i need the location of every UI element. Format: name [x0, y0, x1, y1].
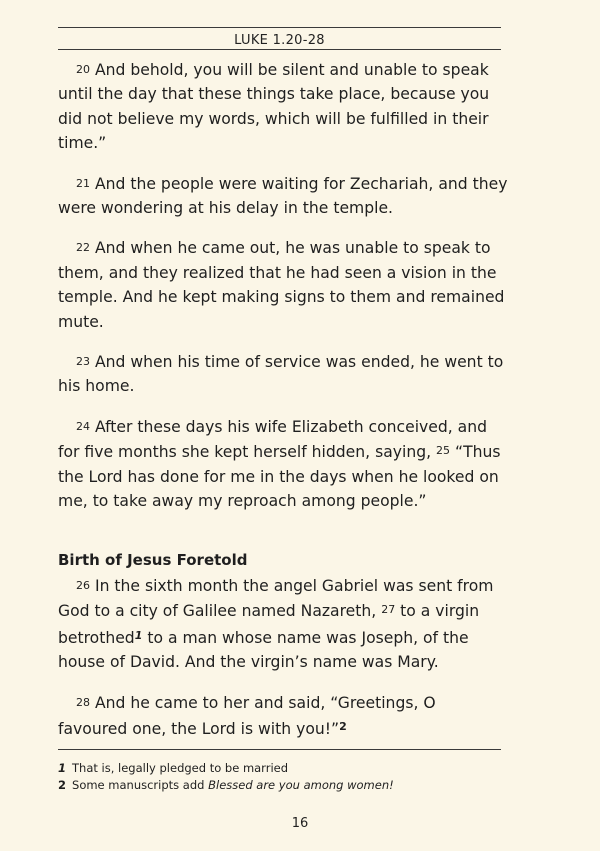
- footnote-text: Some manuscripts add: [72, 778, 209, 792]
- page-number: 16: [291, 816, 309, 831]
- footnote-italic-text: Blessed are you among women!: [208, 778, 394, 792]
- footnote-ref-2[interactable]: 2: [339, 719, 347, 733]
- footnote-text: That is, legally pledged to be married: [72, 761, 289, 775]
- footnote-rule: [58, 749, 501, 750]
- verse-number: 26: [76, 578, 90, 592]
- verse-23: [58, 350, 508, 399]
- verse-text: to a virgin betrothed: [58, 602, 480, 647]
- verse-number: 25: [436, 444, 451, 458]
- verse-text: “Thus the Lord has done for me in the days when he looked on me, to take away my reproach among people.”: [58, 443, 501, 511]
- verse-20: [58, 58, 508, 156]
- footnote-mark: 2: [58, 778, 67, 792]
- running-header: LUKE 1.20-28: [234, 33, 325, 48]
- verse-21: [58, 172, 508, 221]
- footnote-ref-1[interactable]: 1: [134, 628, 143, 642]
- verse-text: to a man whose name was Joseph, of the house of David. And the virgin’s name was Mary.: [58, 628, 469, 672]
- footnote-1: [58, 760, 508, 777]
- verse-number: 23: [76, 355, 90, 369]
- verse-text: And he came to her and said, “Greetings, O favoured one, the Lord is with you!”: [58, 693, 436, 738]
- footnotes: [58, 760, 508, 794]
- verse-number: 20: [76, 63, 90, 76]
- verse-text: And behold, you will be silent and unable to speak until the day that these things take place, because you did not believe my words, which will be fulfilled in their time.”: [58, 61, 490, 153]
- verse-22: [58, 236, 508, 334]
- verse-number: 21: [76, 176, 90, 190]
- verse-26-27: [58, 574, 508, 675]
- verse-number: 28: [76, 695, 90, 709]
- verse-number: 22: [76, 241, 90, 255]
- verse-text: In the sixth month the angel Gabriel was sent from God to a city of Galilee named Nazareth,: [58, 576, 494, 621]
- verse-text: And when he came out, he was unable to speak to them, and they realized that he had seen a vision in the temple. And he kept making signs to them and remained mute.: [58, 239, 505, 331]
- header-top-rule: [58, 27, 501, 28]
- footnote-2: [58, 777, 508, 794]
- verse-24-25: [58, 415, 508, 514]
- verse-text: And the people were waiting for Zechariah, and they were wondering at his delay in the temple.: [58, 174, 508, 218]
- page-body: [58, 58, 508, 757]
- verse-number: 24: [76, 419, 90, 433]
- verse-text: And when his time of service was ended, he went to his home.: [58, 353, 504, 396]
- verse-number: 27: [381, 603, 396, 617]
- footnote-mark: 1: [58, 761, 67, 775]
- section-heading: Birth of Jesus Foretold: [58, 550, 248, 569]
- header-bottom-rule: [58, 49, 501, 50]
- verse-text: After these days his wife Elizabeth conceived, and for five months she kept herself hidden, saying,: [58, 417, 487, 462]
- verse-28: [58, 691, 508, 742]
